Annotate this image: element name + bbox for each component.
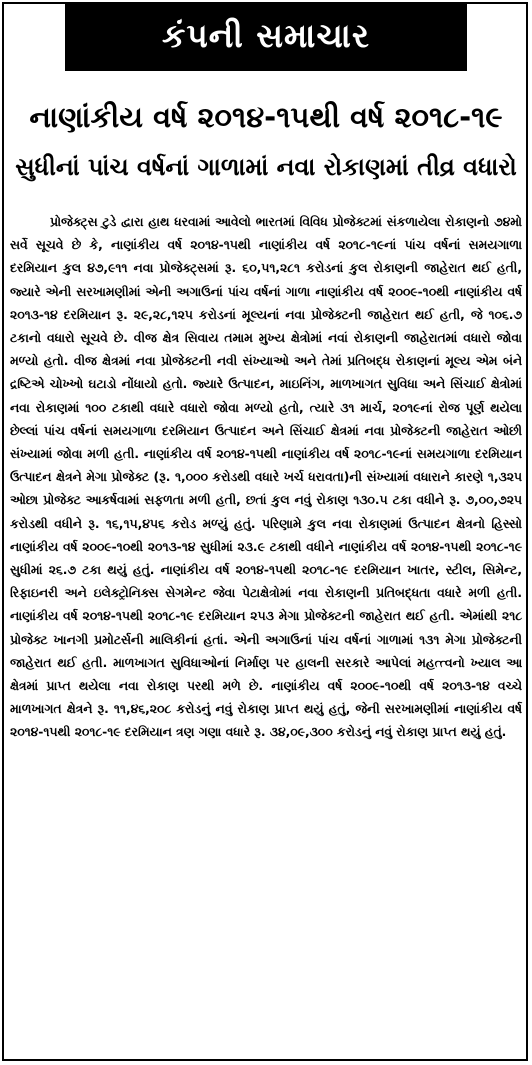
- banner-container: [0, 6, 532, 72]
- headline-line-2: સુધીનાં પાંચ વર્ષનાં ગાળામાં નવા રોકાણમાં તીવ્ર વધારો: [15, 153, 517, 181]
- article-paragraph: પ્રોજેક્ટ્સ ટુડે દ્વારા હાથ ધરવામાં આવેલો ભારતમાં વિવિધ પ્રોજેક્ટમાં સંકળાયેલા રોકાણનો ૭૪મો સર્વે સૂચવે છે કે, નાણાંકીય વર્ષ ૨૦૧૪-૧૫થી નાણાંકીય વર્ષ ૨૦૧૮-૧૯નાં પાંચ વર્ષનાં સમયગાળા દરમિયાન કુલ ૪૭,૯૧૧ નવા પ્રોજેક્ટ્સમાં રૂ. ૬૦,૫૧,૨૮૧ કરોડનાં કુલ રોકાણની જાહેરાત થઈ હતી, જ્યારે એની સરખામણીમાં એની અગાઉનાં પાંચ વર્ષનાં ગાળા નાણાંકીય વર્ષ ૨૦૦૯-૧૦થી નાણાંકીય વર્ષ ૨૦૧૩-૧૪ દરમિયાન રૂ. ૨૯,૨૮,૧૨૫ કરોડનાં મૂલ્યનાં નવા પ્રોજેક્ટની જાહેરાત થઈ હતી, જે ૧૦૬.૭ ટકાનો વધારો સૂચવે છે. વીજ ક્ષેત્ર સિવાય તમામ મુખ્ય ક્ષેત્રોમાં નવાં રોકાણની જાહેરાતમાં વધારો જોવા મળ્યો હતો. વીજ ક્ષેત્રમાં નવા પ્રોજેક્ટની નવી સંખ્યાઓ અને તેમાં પ્રતિબદ્ધ રોકાણનાં મૂલ્ય એમ બંને દ્રષ્ટિએ ચોખ્ખો ઘટાડો નોંધાયો હતો. જ્યારે ઉત્પાદન, માઇનિંગ, માળખાગત સુવિધા અને સિંચાઈ ક્ષેત્રોમાં નવા રોકાણમાં ૧૦૦ ટકાથી વધારે વધારો જોવા મળ્યો હતો, ત્યારે ૩૧ માર્ચ, ૨૦૧૯નાં રોજ પૂર્ણ થયેલા છેલ્લાં પાંચ વર્ષનાં સમયગાળા દરમિયાન ઉત્પાદન અને સિંચાઈ ક્ષેત્રમાં નવા પ્રોજેક્ટની જાહેરાત ઓછી સંખ્યામાં જોવા મળી હતી. નાણાંકીય વર્ષ ૨૦૧૪-૧૫થી નાણાંકીય વર્ષ ૨૦૧૮-૧૯નાં સમયગાળા દરમિયાન ઉત્પાદન ક્ષેત્રને મેગા પ્રોજેક્ટ (રૂ. ૧,૦૦૦ કરોડથી વધારે ખર્ચ ધરાવતા)ની સંખ્યામાં વધારાને કારણે ૧,૩૨૫ ઓછા પ્રોજેક્ટ આકર્ષવામાં સફળતા મળી હતી, છતાં કુલ નવું રોકાણ ૧૩૦.૫ ટકા વધીને રૂ. ૭,૦૦,૭૨૫ કરોડથી વધીને રૂ. ૧૬,૧૫,૪૫૬ કરોડ મળ્યું હતું. પરિણામે કુલ નવા રોકાણમાં ઉત્પાદન ક્ષેત્રનો હિસ્સો નાણાંકીય વર્ષ ૨૦૦૯-૧૦થી ૨૦૧૩-૧૪ સુધીમાં ૨૩.૯ ટકાથી વધીને નાણાંકીય વર્ષ ૨૦૧૪-૧૫થી ૨૦૧૮-૧૯ સુધીમાં ૨૬.૭ ટકા થયું હતું. નાણાંકીય વર્ષ ૨૦૧૪-૧૫થી ૨૦૧૮-૧૯ દરમિયાન ખાતર, સ્ટીલ, સિમેન્ટ, રિફાઇનરી અને ઇલેક્ટ્રોનિક્સ સેગમેન્ટ જેવા પેટાક્ષેત્રોમાં નવા રોકાણની પ્રતિબદ્ધતા વધારે મળી હતી. નાણાંકીય વર્ષ ૨૦૧૪-૧૫થી ૨૦૧૮-૧૯ દરમિયાન ૨૫૩ મેગા પ્રોજેક્ટની જાહેરાત થઈ હતી. એમાંથી ૨૧૮ પ્રોજેક્ટ ખાનગી પ્રમોટર્સની માલિકીનાં હતાં. એની અગાઉનાં પાંચ વર્ષનાં ગાળામાં ૧૩૧ મેગા પ્રોજેક્ટની જાહેરાત થઈ હતી. માળખાગત સુવિધાઓનાં નિર્માણ પર હાલની સરકારે આપેલાં મહત્ત્વનો ખ્યાલ આ ક્ષેત્રમાં પ્રાપ્ત થયેલા નવા રોકાણ પરથી મળે છે. નાણાંકીય વર્ષ ૨૦૦૯-૧૦થી વર્ષ ૨૦૧૩-૧૪ વચ્ચે માળખાગત ક્ષેત્રને રૂ. ૧૧,૪૬,૨૦૮ કરોડનું નવું રોકાણ પ્રાપ્ત થયું હતું, જેની સરખામણીમાં નાણાંકીય વર્ષ ૨૦૧૪-૧૫થી ૨૦૧૮-૧૯ દરમિયાન ત્રણ ગણા વધારે રૂ. ૩૪,૦૯,૩૦૦ કરોડનું નવું રોકાણ પ્રાપ્ત થયું હતું.: [10, 215, 522, 740]
- article-headline: [8, 92, 524, 192]
- section-banner: કંપની સમાચાર: [67, 6, 465, 69]
- headline-line-1: નાણાંકીય વર્ષ ૨૦૧૪-૧૫થી વર્ષ ૨૦૧૮-૧૯: [29, 100, 503, 134]
- article-body: [10, 211, 522, 745]
